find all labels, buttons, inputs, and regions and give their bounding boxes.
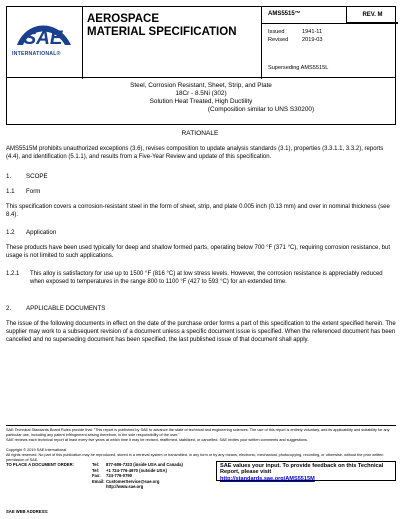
form-number: 1.1	[6, 188, 15, 195]
feedback-text: SAE values your input. To provide feedback on this Technical Report, please visit	[220, 463, 384, 476]
applicable-number: 2.	[6, 305, 12, 312]
revised-row	[268, 37, 323, 43]
web-address-label: SAE WEB ADDRESS:	[6, 509, 49, 514]
document-number: AMS5515™	[268, 11, 301, 17]
form-heading	[6, 188, 40, 195]
order-label: TO PLACE A DOCUMENT ORDER:	[6, 462, 75, 467]
revised-label: Revised	[268, 37, 289, 43]
document-title: AEROSPACE MATERIAL SPECIFICATION	[87, 13, 237, 38]
email-label: Email:	[92, 478, 105, 484]
scope-number: 1.	[6, 173, 12, 180]
subject-line-4: (Composition similar to UNS S30200)	[207, 106, 315, 113]
document-meta	[261, 7, 397, 79]
sae-site-link[interactable]: http://www.sae.org	[106, 484, 144, 490]
document-header	[6, 6, 396, 78]
feedback-link[interactable]: http://standards.sae.org/AMS5515M	[220, 475, 315, 482]
footer-policy: SAE Technical Standards Board Rules provide that: "This report is published by SAE to advance the state of technical and engineering sciences. The use of this report is entirely voluntary, and its applicability and suitability for any particular use, including any patent infringement arising therefrom, is the sole responsibility of the user."	[6, 428, 390, 437]
order-contacts	[92, 462, 183, 490]
applicable-documents-heading	[6, 305, 105, 312]
subject-line-2: 18Cr - 8.5Ni (302)	[175, 90, 227, 97]
application-number: 1.2	[6, 229, 15, 236]
issued-label: Issued	[268, 29, 285, 35]
footer-divider	[6, 425, 396, 426]
application-text: These products have been used typically for deep and shallow formed parts, operating below 700 °F (371 °C), requiring corrosion resistance, but usage is not limited to such applications.	[6, 245, 391, 259]
rationale-heading: RATIONALE	[181, 130, 219, 137]
rationale-text: AMS5515M prohibits unauthorized exceptions (3.6), revises composition to update analysis standards (3.1), properties (3.3.1.1, 3.3.2), reports (4.4), and identification (5.1.1), and results from a Five-Year Review and update of this specification.	[6, 146, 384, 160]
applicable-text: The issue of the following documents in effect on the date of the purchase order forms a part of this specification to the extent specified herein. The supplier may work to a subsequent revision of a document unless a specific document issue is specified. When the referenced document has been cancelled and no superseding document has been specified, the last published issue of that document shall apply.	[6, 321, 396, 343]
tel2-number[interactable]: +1 724-776-4970 (outside USA)	[106, 467, 167, 473]
application-heading	[6, 229, 56, 236]
superseding-text: Superseding AMS5515L	[268, 65, 329, 71]
revision-label: REV. M	[346, 7, 398, 23]
logo-subtext: INTERNATIONAL®	[12, 51, 61, 57]
logo-text: SAE	[23, 28, 63, 49]
applicable-title: APPLICABLE DOCUMENTS	[26, 305, 106, 312]
subject-line-1: Steel, Corrosion Resistant, Sheet, Strip, and Plate	[130, 82, 272, 89]
fax-number: 724-776-0790	[106, 473, 133, 479]
fax-label: Fax:	[92, 473, 101, 479]
tel-number[interactable]: 877-606-7323 (inside USA and Canada)	[106, 462, 183, 467]
footer-review: SAE reviews each technical report at least every five years at which time it may be revised, reaffirmed, stabilized, or cancelled. SAE invites your written comments and suggestions.	[6, 438, 308, 442]
meta-divider	[262, 23, 398, 24]
footer-copyright: Copyright © 2019 SAE International	[6, 448, 67, 452]
scope-heading	[6, 173, 48, 180]
issued-date: 1941-11	[302, 29, 323, 35]
issued-row	[268, 29, 322, 35]
tel-label: Tel:	[92, 462, 100, 467]
revised-date: 2019-03	[302, 37, 323, 43]
subject-box	[6, 78, 396, 125]
application-title: Application	[26, 229, 57, 236]
footer-rights: All rights reserved. No part of this publication may be reproduced, stored in a retrieval system or transmitted, in any form or by any means, electronic, mechanical, photocopying, recording, or otherwise, without the prior written permission of SAE.	[6, 453, 384, 462]
scope-title: SCOPE	[26, 173, 48, 180]
subsection-text: This alloy is satisfactory for use up to 1500 °F (816 °C) at low stress levels. However, the corrosion resistance is appreciably reduced when exposed to temperatures in the range 800 to 1100 °F (427 to 593 °C) for an extended time.	[30, 271, 383, 285]
form-title: Form	[26, 188, 41, 195]
subject-line-3: Solution Heat Treated, High Ductility	[149, 98, 253, 105]
subsection-1-2-1	[6, 270, 396, 286]
subsection-number: 1.2.1	[6, 271, 20, 277]
sae-logo	[13, 15, 73, 49]
email-link[interactable]: CustomerService@sae.org	[106, 478, 160, 484]
form-text: This specification covers a corrosion-resistant steel in the form of sheet, strip, and plate 0.005 inch (0.13 mm) and over in nominal thickness (see 8.4).	[6, 204, 390, 218]
tel2-label: Tel:	[92, 467, 100, 473]
logo-cell	[7, 7, 83, 79]
feedback-box	[216, 461, 396, 481]
